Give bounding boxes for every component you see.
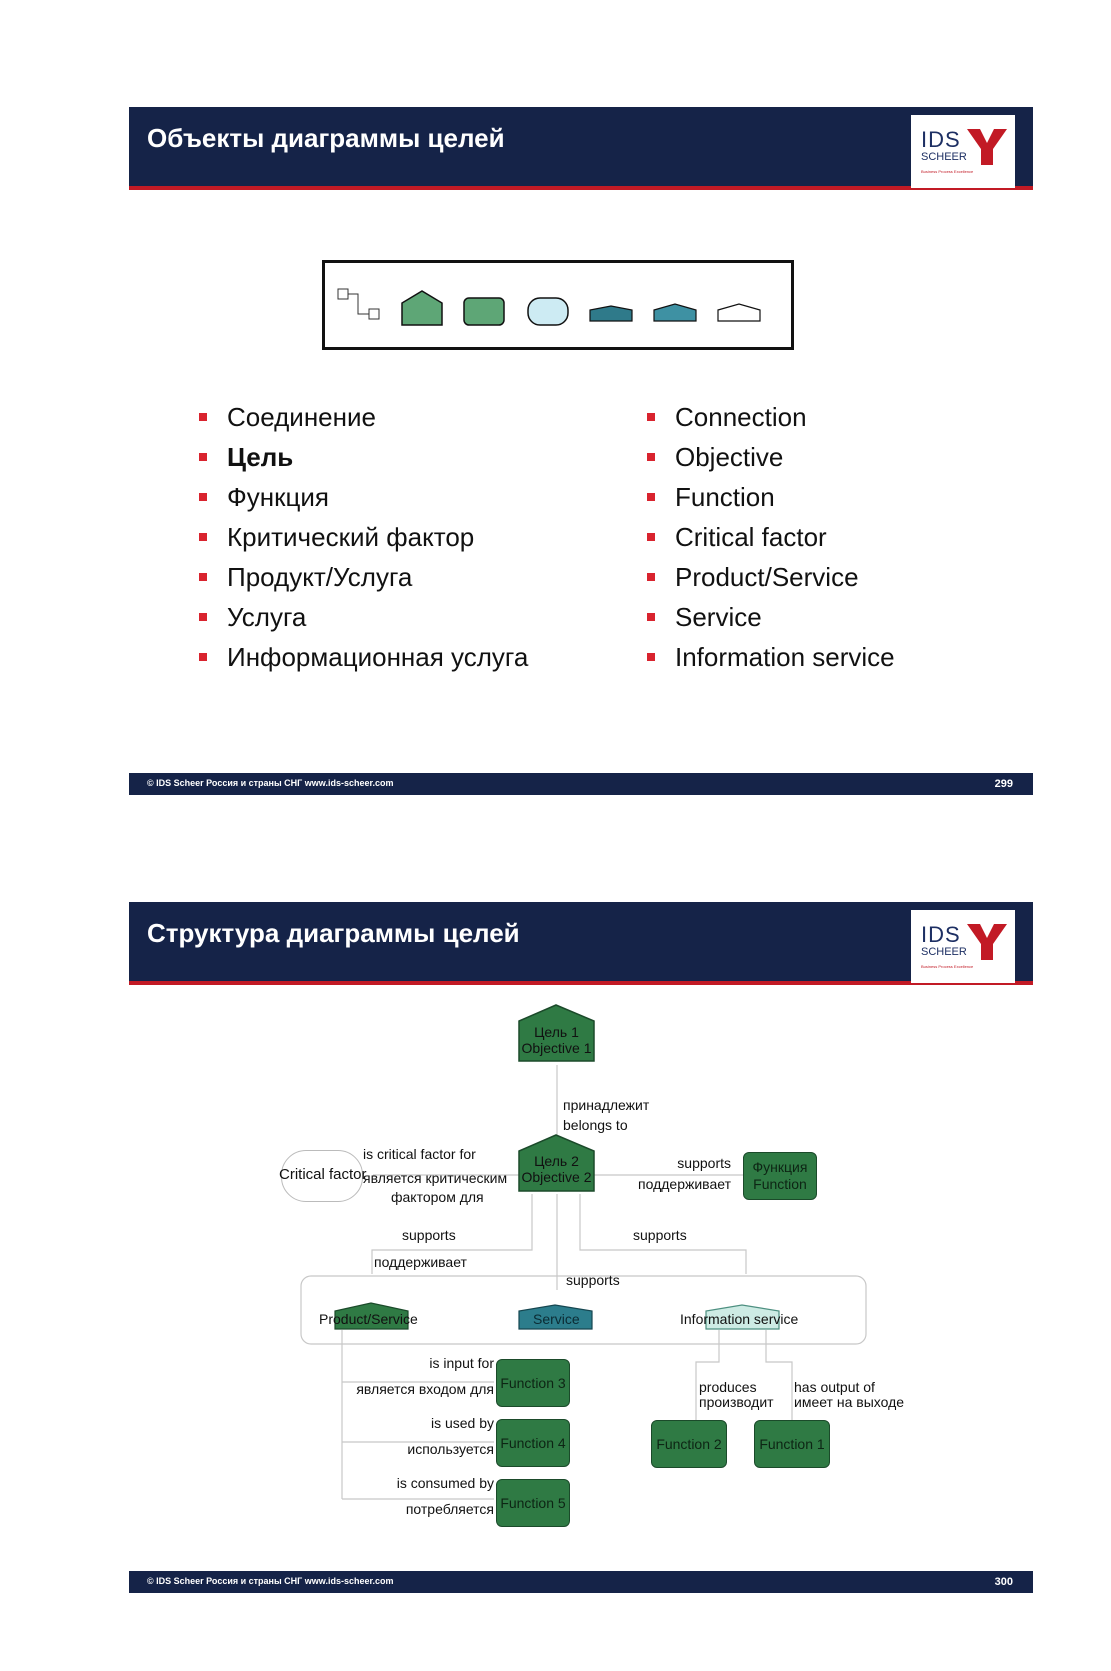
slide-300 bbox=[129, 902, 1033, 1593]
function-1-node: Function 1 bbox=[754, 1420, 830, 1468]
service-icon bbox=[654, 304, 696, 321]
critical-factor-relation: is critical factor for является критическим фактором для bbox=[363, 1146, 508, 1205]
list-item: Product/Service bbox=[647, 561, 895, 601]
diagram-connectors bbox=[129, 902, 1033, 1502]
list-item: Критический фактор bbox=[199, 521, 528, 561]
connection-icon bbox=[338, 289, 379, 319]
supports-right-label: supports bbox=[633, 1227, 687, 1243]
slide-299 bbox=[129, 107, 1033, 800]
ids-scheer-logo: IDS SCHEER Business Process Excellence bbox=[911, 910, 1015, 983]
ids-scheer-logo: IDS SCHEER Business Process Excellence bbox=[911, 115, 1015, 188]
information-service-icon bbox=[718, 304, 760, 321]
service-label: Service bbox=[533, 1311, 580, 1327]
list-item: Critical factor bbox=[647, 521, 895, 561]
list-item: Услуга bbox=[199, 601, 528, 641]
function-icon bbox=[464, 298, 504, 325]
page-number: 300 bbox=[994, 1576, 1013, 1588]
function-4-node: Function 4 bbox=[496, 1419, 570, 1467]
list-item: Цель bbox=[199, 441, 528, 481]
critical-factor-label: Critical factor bbox=[279, 1166, 367, 1183]
objective-1-label: Цель 1 Objective 1 bbox=[521, 1024, 592, 1056]
slide-footer bbox=[129, 773, 1033, 795]
slide-title: Структура диаграммы целей bbox=[147, 918, 520, 948]
list-item: Connection bbox=[647, 401, 895, 441]
function-5-node: Function 5 bbox=[496, 1479, 570, 1527]
logo-mark-icon bbox=[967, 129, 1007, 165]
palette-icons bbox=[325, 263, 791, 347]
supports-function-label: supports поддерживает bbox=[638, 1155, 731, 1192]
list-item: Information service bbox=[647, 641, 895, 681]
objective-icon bbox=[402, 291, 442, 325]
slide-title: Объекты диаграммы целей bbox=[147, 123, 505, 153]
list-item: Продукт/Услуга bbox=[199, 561, 528, 601]
has-output-label: has output of имеет на выходе bbox=[794, 1379, 905, 1410]
list-item: Соединение bbox=[199, 401, 528, 441]
slide-header bbox=[129, 107, 1033, 190]
page-number: 299 bbox=[994, 778, 1013, 790]
footer-copyright: © IDS Scheer Россия и страны СНГ www.ids-scheer.com bbox=[147, 778, 394, 788]
list-item: Функция bbox=[199, 481, 528, 521]
supports-mid-label: supports bbox=[566, 1272, 620, 1288]
list-item: Service bbox=[647, 601, 895, 641]
is-used-label: is used by используется bbox=[407, 1415, 494, 1457]
information-service-label: Information service bbox=[680, 1311, 799, 1327]
product-service-label: Product/Service bbox=[319, 1311, 418, 1327]
objective-2-label: Цель 2 Objective 2 bbox=[521, 1153, 592, 1185]
supports-left-label: supports поддерживает bbox=[374, 1227, 467, 1270]
is-input-label: is input for является входом для bbox=[356, 1355, 494, 1397]
produces-label: produces производит bbox=[699, 1379, 774, 1410]
function-node-top: Функция Function bbox=[743, 1152, 817, 1200]
footer-copyright: © IDS Scheer Россия и страны СНГ www.ids-scheer.com bbox=[147, 1576, 394, 1586]
belongs-to-label: принадлежит belongs to bbox=[563, 1097, 650, 1133]
object-palette bbox=[322, 260, 794, 350]
critical-factor-icon bbox=[528, 298, 568, 325]
function-2-node: Function 2 bbox=[651, 1420, 727, 1468]
product-service-icon bbox=[590, 306, 632, 321]
slide-footer bbox=[129, 1571, 1033, 1593]
function-3-node: Function 3 bbox=[496, 1359, 570, 1407]
is-consumed-label: is consumed by потребляется bbox=[396, 1475, 494, 1517]
objects-list-en bbox=[647, 401, 895, 681]
objects-list-ru bbox=[199, 401, 528, 681]
list-item: Function bbox=[647, 481, 895, 521]
list-item: Информационная услуга bbox=[199, 641, 528, 681]
list-item: Objective bbox=[647, 441, 895, 481]
